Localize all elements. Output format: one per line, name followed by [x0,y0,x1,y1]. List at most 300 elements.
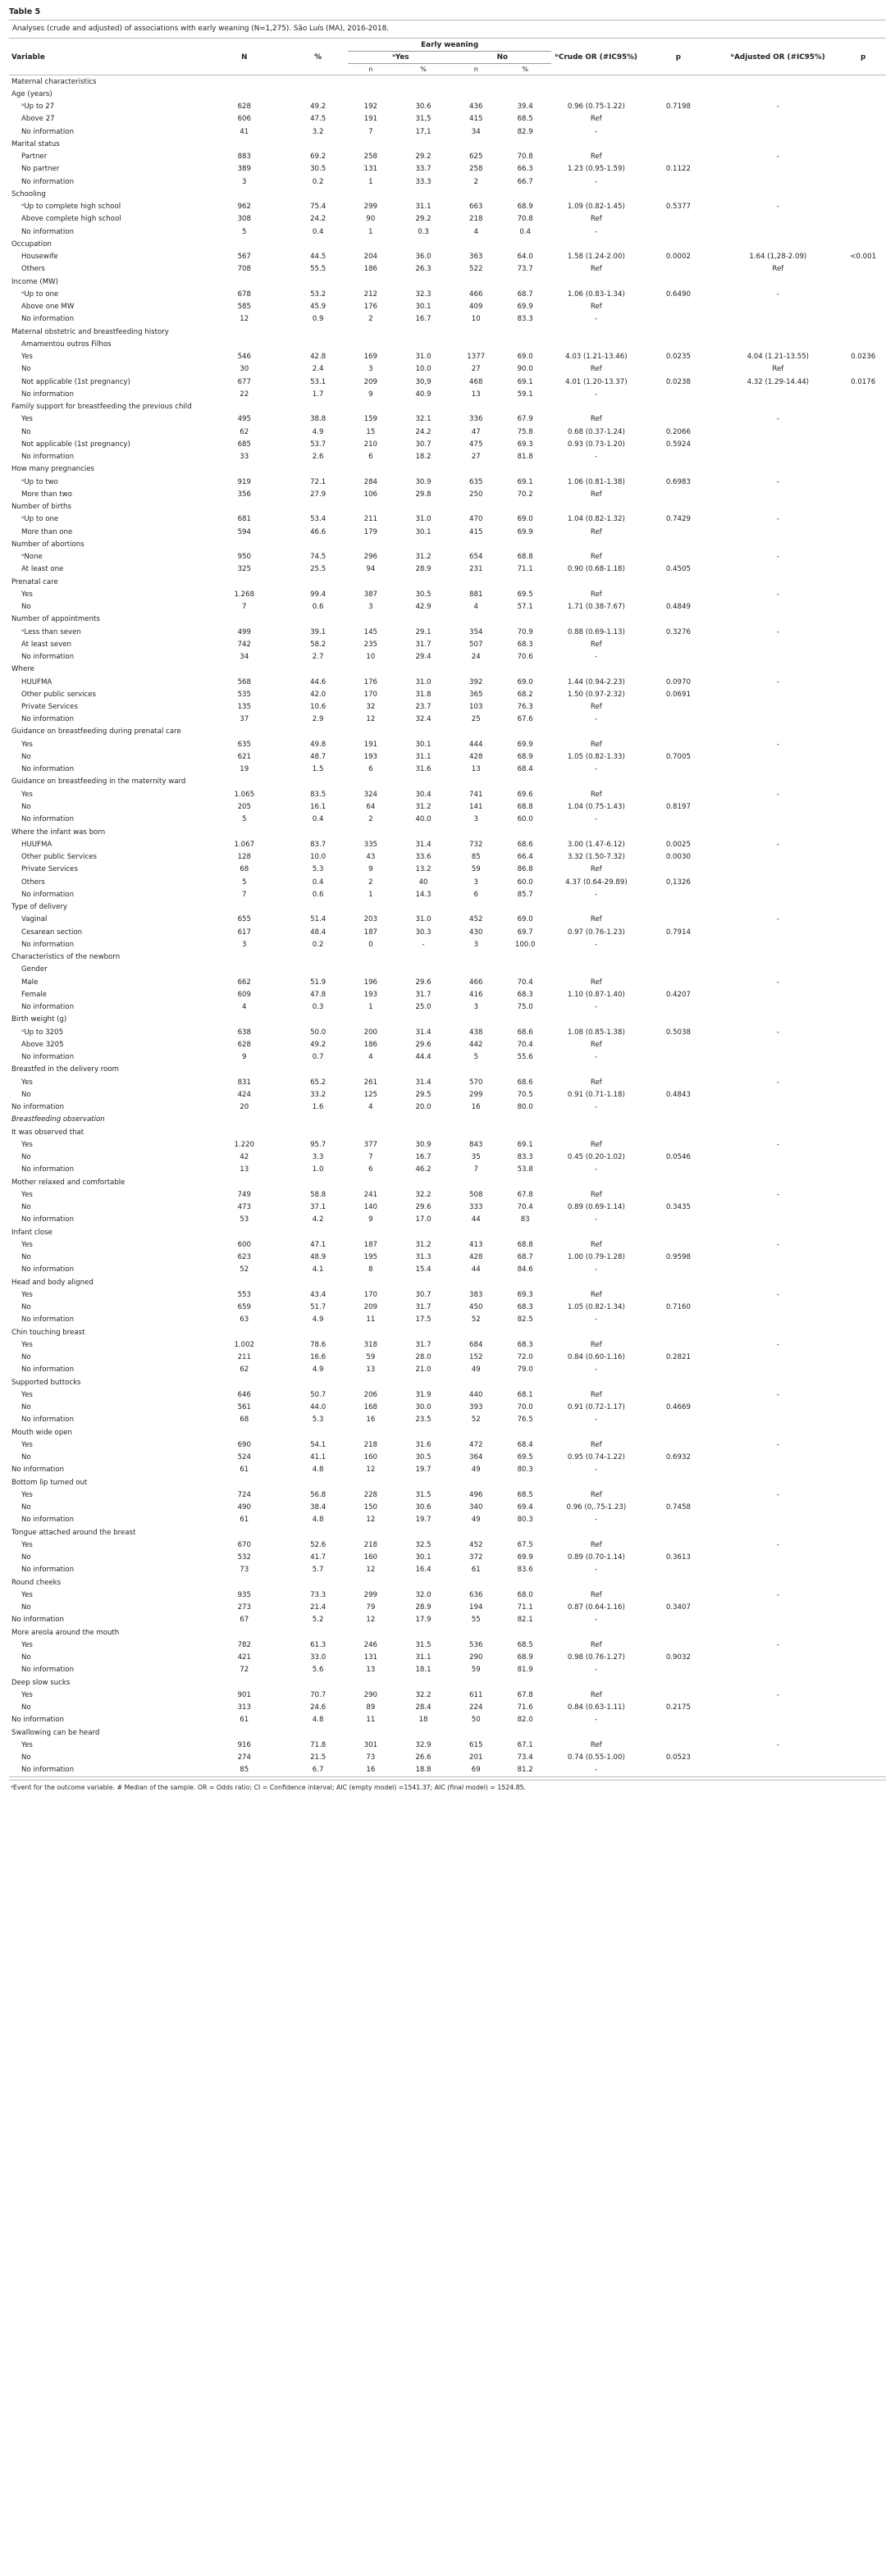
no-pct-cell: 82.1 [517,1616,533,1625]
p-cell [641,964,715,976]
pct-cell [288,188,348,200]
table-row [9,363,886,376]
pct-cell [288,238,348,250]
no-pct-cell [499,338,551,350]
yes-n-cell [348,1376,394,1388]
p-adjusted-cell [840,1026,886,1038]
table-row [9,638,886,650]
p-adjusted-cell [840,1276,886,1288]
n-cell [200,138,288,150]
crude-or-cell: Ref [590,1190,602,1199]
no-n-cell [453,964,499,976]
table-row [9,101,886,113]
p-adjusted-cell [840,1088,886,1101]
yes-n-cell: 3 [368,365,373,374]
yes-pct-cell: 18 [418,1716,428,1725]
variable-cell: No information [11,1616,65,1625]
group-row [9,1126,886,1138]
pct-cell [288,1276,348,1288]
pct-cell: 24.2 [310,215,326,224]
p-adjusted-cell [840,776,886,788]
adjusted-or-cell [715,1151,840,1164]
yes-n-cell: 203 [363,915,378,924]
pct-cell [288,1426,348,1438]
p-adjusted-cell [840,501,886,513]
n-header: N [241,53,248,62]
p-adjusted-cell [840,513,886,526]
pct-cell: 78.6 [310,1340,326,1349]
table-row [9,1388,886,1401]
p-cell [641,401,715,413]
n-cell: 325 [237,565,251,574]
yes-n-cell: 2 [368,878,373,887]
yes-n-cell: 16 [366,1416,376,1425]
adjusted-or-cell [715,1414,840,1426]
p-cell [641,764,715,776]
adjusted-or-cell: - [776,153,779,162]
no-n-cell: 430 [469,928,483,937]
p-cell: 0.0238 [665,377,691,386]
no-n-cell [453,238,499,250]
yes-n-cell [348,276,394,288]
n-cell: 1.220 [234,1140,255,1149]
yes-n-cell: 318 [363,1340,378,1349]
crude-or-cell: - [595,1165,598,1174]
crude-or-cell: - [595,890,598,899]
yes-n-cell: 6 [368,765,373,774]
variable-cell: Bottom lip turned out [11,1478,88,1487]
variable-cell: Yes [21,1740,33,1749]
p-cell [641,638,715,650]
no-n-cell [453,538,499,550]
crude-or-cell [551,1276,641,1288]
no-n-cell: 2 [473,177,478,186]
adjusted-or-cell: Ref [772,365,784,374]
adjusted-or-cell [715,1552,840,1564]
n-cell [200,401,288,413]
no-n-cell: 85 [471,853,481,862]
table-row [9,1088,886,1101]
group-row [9,538,886,550]
no-pct-cell: 60.0 [517,878,533,887]
n-cell: 30 [240,365,249,374]
yes-pct-cell [394,501,454,513]
p-adjusted-cell [840,1214,886,1226]
crude-or-cell: Ref [590,740,602,749]
no-n-cell: 59 [471,865,481,874]
yes-pct-cell: 31.0 [415,915,432,924]
p-cell [641,1014,715,1026]
variable-cell: Others [21,878,45,887]
p-cell [641,1364,715,1376]
crude-or-cell [551,613,641,626]
no-n-cell: 4 [473,603,478,612]
p-cell: 0.0030 [665,853,691,862]
n-cell: 708 [237,265,251,274]
yes-n-cell: 2 [368,815,373,824]
table-row [9,1114,886,1126]
variable-cell: No [21,1453,31,1462]
crude-or-cell: 1.06 (0.83-1.34) [567,290,625,299]
variable-cell: Not applicable (1st pregnancy) [21,440,130,449]
p-adjusted-cell [840,964,886,976]
yes-n-cell: 284 [363,477,378,486]
no-pct-cell [499,576,551,588]
yes-pct-cell: 40.9 [415,390,432,399]
no-n-cell: 363 [469,253,483,262]
p-adjusted-cell [840,1302,886,1314]
no-n-cell: 741 [469,790,483,799]
group-row [9,1276,886,1288]
p-cell [641,413,715,426]
no-pct-cell: 83.3 [517,315,533,324]
variable-cell: Cesarean section [21,928,83,937]
yes-n-cell: 32 [366,703,376,712]
crude-or-cell: 1.04 (0.82-1.32) [567,515,625,524]
adjusted-or-cell [715,1502,840,1514]
yes-n-cell: 131 [363,1653,378,1662]
no-pct-cell: 69.7 [517,928,533,937]
crude-or-cell: 0.84 (0.60-1.16) [567,1353,625,1362]
p-cell: 0.7458 [665,1503,691,1512]
no-pct-cell [499,1126,551,1138]
table-row [9,551,886,563]
variable-cell: No information [21,315,75,324]
no-pct-cell [499,1426,551,1438]
adjusted-or-cell [715,1726,840,1739]
no-pct-cell: 100.0 [514,940,536,949]
no-n-cell [453,501,499,513]
n-cell: 128 [237,853,251,862]
p-adjusted-cell [840,1164,886,1176]
no-pct-cell: 70.0 [517,1403,533,1412]
variable-cell: No [21,1503,31,1512]
crude-or-cell: 3.32 (1.50-7.32) [567,853,625,862]
pct-cell: 55.5 [310,265,326,274]
p-cell: 0.0691 [665,690,691,699]
pct-cell: 65.2 [310,1078,326,1087]
variable-cell: No information [21,453,75,462]
yes-pct-cell: 29.6 [415,1040,432,1049]
p-cell [641,501,715,513]
yes-pct-cell: 26.6 [415,1753,432,1762]
p-adjusted-cell [840,1602,886,1614]
crude-or-cell [551,75,641,89]
p-adjusted-cell [840,125,886,138]
yes-n-cell: 11 [366,1716,376,1725]
group-row [9,1226,886,1238]
no-pct-cell [499,1226,551,1238]
crude-or-cell: Ref [590,703,602,712]
yes-n-cell: 209 [363,377,378,386]
no-pct-cell: 68.7 [517,1253,533,1262]
no-n-cell [453,75,499,89]
yes-n-cell: 191 [363,115,378,124]
crude-or-cell: - [595,177,598,186]
pct-cell: 44.5 [310,253,326,262]
n-cell [200,1726,288,1739]
table-header [9,39,886,75]
yes-n-cell: 246 [363,1640,378,1649]
p-adjusted-cell [840,1576,886,1589]
group-row [9,238,886,250]
table-row [9,1252,886,1264]
n-cell [200,901,288,914]
p-adjusted-cell: 0.0176 [851,377,876,386]
yes-n-cell: 206 [363,1390,378,1399]
p-cell [641,1664,715,1676]
no-pct-cell: 70.8 [517,215,533,224]
no-pct-cell: 83.3 [517,1153,533,1162]
yes-pct-cell: 15.4 [415,1265,432,1274]
yes-pct-cell [394,576,454,588]
pct-header: % [314,53,322,62]
crude-or-cell: 3.00 (1.47-6.12) [567,840,625,849]
yes-pct-cell: 29.8 [415,490,432,499]
p-cell: 0.3276 [665,627,691,636]
group-row [9,501,886,513]
no-n-cell: 49 [471,1466,481,1475]
pct-cell [288,1726,348,1739]
crude-or-cell [551,1526,641,1539]
adjusted-or-cell [715,964,840,976]
crude-or-cell: - [595,127,598,136]
no-n-cell: 383 [469,1290,483,1299]
n-cell [200,576,288,588]
adjusted-or-cell [715,338,840,350]
yes-pct-cell: 31.2 [415,553,432,562]
p-cell: 0.5038 [665,1028,691,1037]
yes-pct-cell: 30.1 [415,303,432,312]
table-row [9,251,886,263]
table-row [9,301,886,313]
n-cell: 53 [240,1215,249,1224]
no-n-cell [453,576,499,588]
n-cell: 4 [242,1003,247,1012]
table-row [9,1602,886,1614]
p-cell: 0.3407 [665,1603,691,1612]
p-adjusted-cell [840,1076,886,1088]
variable-cell: Maternal characteristics [11,77,97,86]
no-n-cell [453,726,499,738]
adjusted-or-cell [715,1001,840,1014]
p-cell [641,113,715,125]
crude-or-cell: Ref [590,1590,602,1599]
no-n-cell: 475 [469,440,483,449]
yes-pct-cell: 10.0 [415,365,432,374]
p-adjusted-cell [840,463,886,476]
group-row [9,1626,886,1639]
no-n-cell: 13 [471,765,481,774]
adjusted-or-cell [715,851,840,864]
crude-or-cell: - [595,227,598,236]
pct-cell: 1.0 [312,1165,324,1174]
n-cell: 606 [237,115,251,124]
no-n-cell [453,663,499,676]
group-row [9,1176,886,1188]
variable-cell: No information [21,390,75,399]
adjusted-or-cell [715,876,840,888]
pct-cell: 48.4 [310,928,326,937]
no-pct-cell: 66.3 [517,165,533,174]
p-adjusted-cell [840,1452,886,1464]
pct-cell: 56.8 [310,1490,326,1499]
variable-cell: HUUFMA [21,840,53,849]
crude-or-cell: 0.88 (0.69-1.13) [567,627,625,636]
no-pct-subheader: % [499,64,551,75]
adjusted-or-cell [715,1114,840,1126]
p-adjusted-cell [840,1426,886,1438]
pct-cell: 50.7 [310,1390,326,1399]
variable-cell: Yes [21,1078,33,1087]
yes-n-cell: 204 [363,253,378,262]
crude-or-cell: 1.05 (0.82-1.34) [567,1303,625,1312]
no-n-cell: 250 [469,490,483,499]
crude-or-cell [551,1114,641,1126]
no-n-cell: 16 [471,1103,481,1112]
n-cell [200,1226,288,1238]
n-cell: 12 [240,315,249,324]
p-adjusted-cell [840,488,886,500]
n-cell [200,1126,288,1138]
p-adjusted-cell [840,451,886,463]
no-pct-cell [499,238,551,250]
yes-n-cell: 187 [363,928,378,937]
n-cell: 724 [237,1490,251,1499]
no-n-cell: 570 [469,1078,483,1087]
crude-or-cell: 0.96 (0,.75-1.23) [566,1503,627,1512]
no-n-cell: 684 [469,1340,483,1349]
adjusted-or-cell [715,1038,840,1051]
crude-or-cell [551,501,641,513]
table-row [9,1138,886,1151]
yes-n-cell: 160 [363,1453,378,1462]
table-row [9,313,886,326]
p-adjusted-cell [840,1676,886,1689]
no-pct-cell: 68.3 [517,1340,533,1349]
pct-cell [288,1326,348,1338]
p-cell [641,463,715,476]
table-row [9,938,886,951]
adjusted-or-cell [715,638,840,650]
group-row [9,1526,886,1539]
yes-pct-cell: 30.7 [415,440,432,449]
yes-pct-cell: 26.3 [415,265,432,274]
n-cell [200,463,288,476]
no-n-cell: 654 [469,553,483,562]
yes-pct-cell [394,1676,454,1689]
p-adjusted-cell [840,401,886,413]
p-adjusted-cell [840,1639,886,1651]
variable-cell: Gender [21,965,48,974]
yes-pct-cell [394,1576,454,1589]
yes-pct-cell: 30.9 [415,477,432,486]
yes-pct-cell [394,1476,454,1489]
variable-cell: No [21,803,31,812]
no-n-cell [453,276,499,288]
n-cell: 313 [237,1703,251,1712]
yes-n-cell: 192 [363,103,378,112]
adjusted-or-cell: - [776,790,779,799]
p-cell [641,188,715,200]
crude-or-cell: Ref [590,1440,602,1449]
no-n-cell: 354 [469,627,483,636]
crude-or-cell [551,1726,641,1739]
no-n-cell [453,1476,499,1489]
adjusted-or-cell [715,75,840,89]
n-cell [200,238,288,250]
variable-cell: No information [11,1103,65,1112]
p-cell [641,226,715,238]
adjusted-or-cell [715,388,840,400]
yes-n-cell [348,1226,394,1238]
table-row [9,688,886,700]
table-row [9,1639,886,1651]
p-cell [641,814,715,826]
p-adjusted-cell [840,1539,886,1551]
table-row [9,1151,886,1164]
p-cell [641,951,715,964]
no-pct-cell [499,1576,551,1589]
variable-cell: Occupation [11,239,52,248]
n-cell: 635 [237,740,251,749]
no-n-cell [453,1126,499,1138]
p-adjusted-cell [840,1364,886,1376]
p-cell: 0.4843 [665,1090,691,1099]
yes-n-cell: 89 [366,1703,376,1712]
no-pct-cell: 68.3 [517,990,533,999]
variable-cell: Deep slow sucks [11,1678,71,1687]
pct-cell [288,776,348,788]
no-pct-cell: 67.8 [517,1690,533,1699]
adjusted-or-cell: - [776,1190,779,1199]
n-cell: 749 [237,1190,251,1199]
yes-pct-cell: 24.2 [415,427,432,436]
yes-pct-cell: 30.1 [415,1553,432,1562]
no-pct-cell [499,326,551,338]
variable-cell: Yes [21,1190,33,1199]
p-cell [641,1576,715,1589]
n-cell [200,1526,288,1539]
n-cell: 421 [237,1653,251,1662]
yes-pct-cell: 33.3 [415,177,432,186]
p-adjusted-cell [840,1402,886,1414]
p-adjusted-cell [840,1438,886,1451]
no-n-cell: 52 [471,1315,481,1324]
variable-cell: No information [11,1716,65,1725]
pct-cell [288,1376,348,1388]
pct-cell [288,1064,348,1076]
adjusted-or-cell [715,801,840,814]
no-n-cell [453,463,499,476]
p-adjusted-cell [840,1126,886,1138]
n-cell: 883 [237,153,251,162]
variable-cell: At least seven [21,640,71,649]
no-pct-cell: 0.4 [519,227,531,236]
group-row [9,1726,886,1739]
crude-or-cell [551,276,641,288]
yes-n-cell: 145 [363,627,378,636]
yes-pct-cell [394,463,454,476]
p-cell [641,914,715,926]
crude-or-cell: 0.45 (0.20-1.02) [567,1153,625,1162]
pct-cell [288,401,348,413]
yes-n-cell: 150 [363,1503,378,1512]
yes-pct-cell [394,276,454,288]
crude-or-cell: - [595,653,598,662]
yes-n-cell: 8 [368,1265,373,1274]
variable-cell: Yes [21,1490,33,1499]
